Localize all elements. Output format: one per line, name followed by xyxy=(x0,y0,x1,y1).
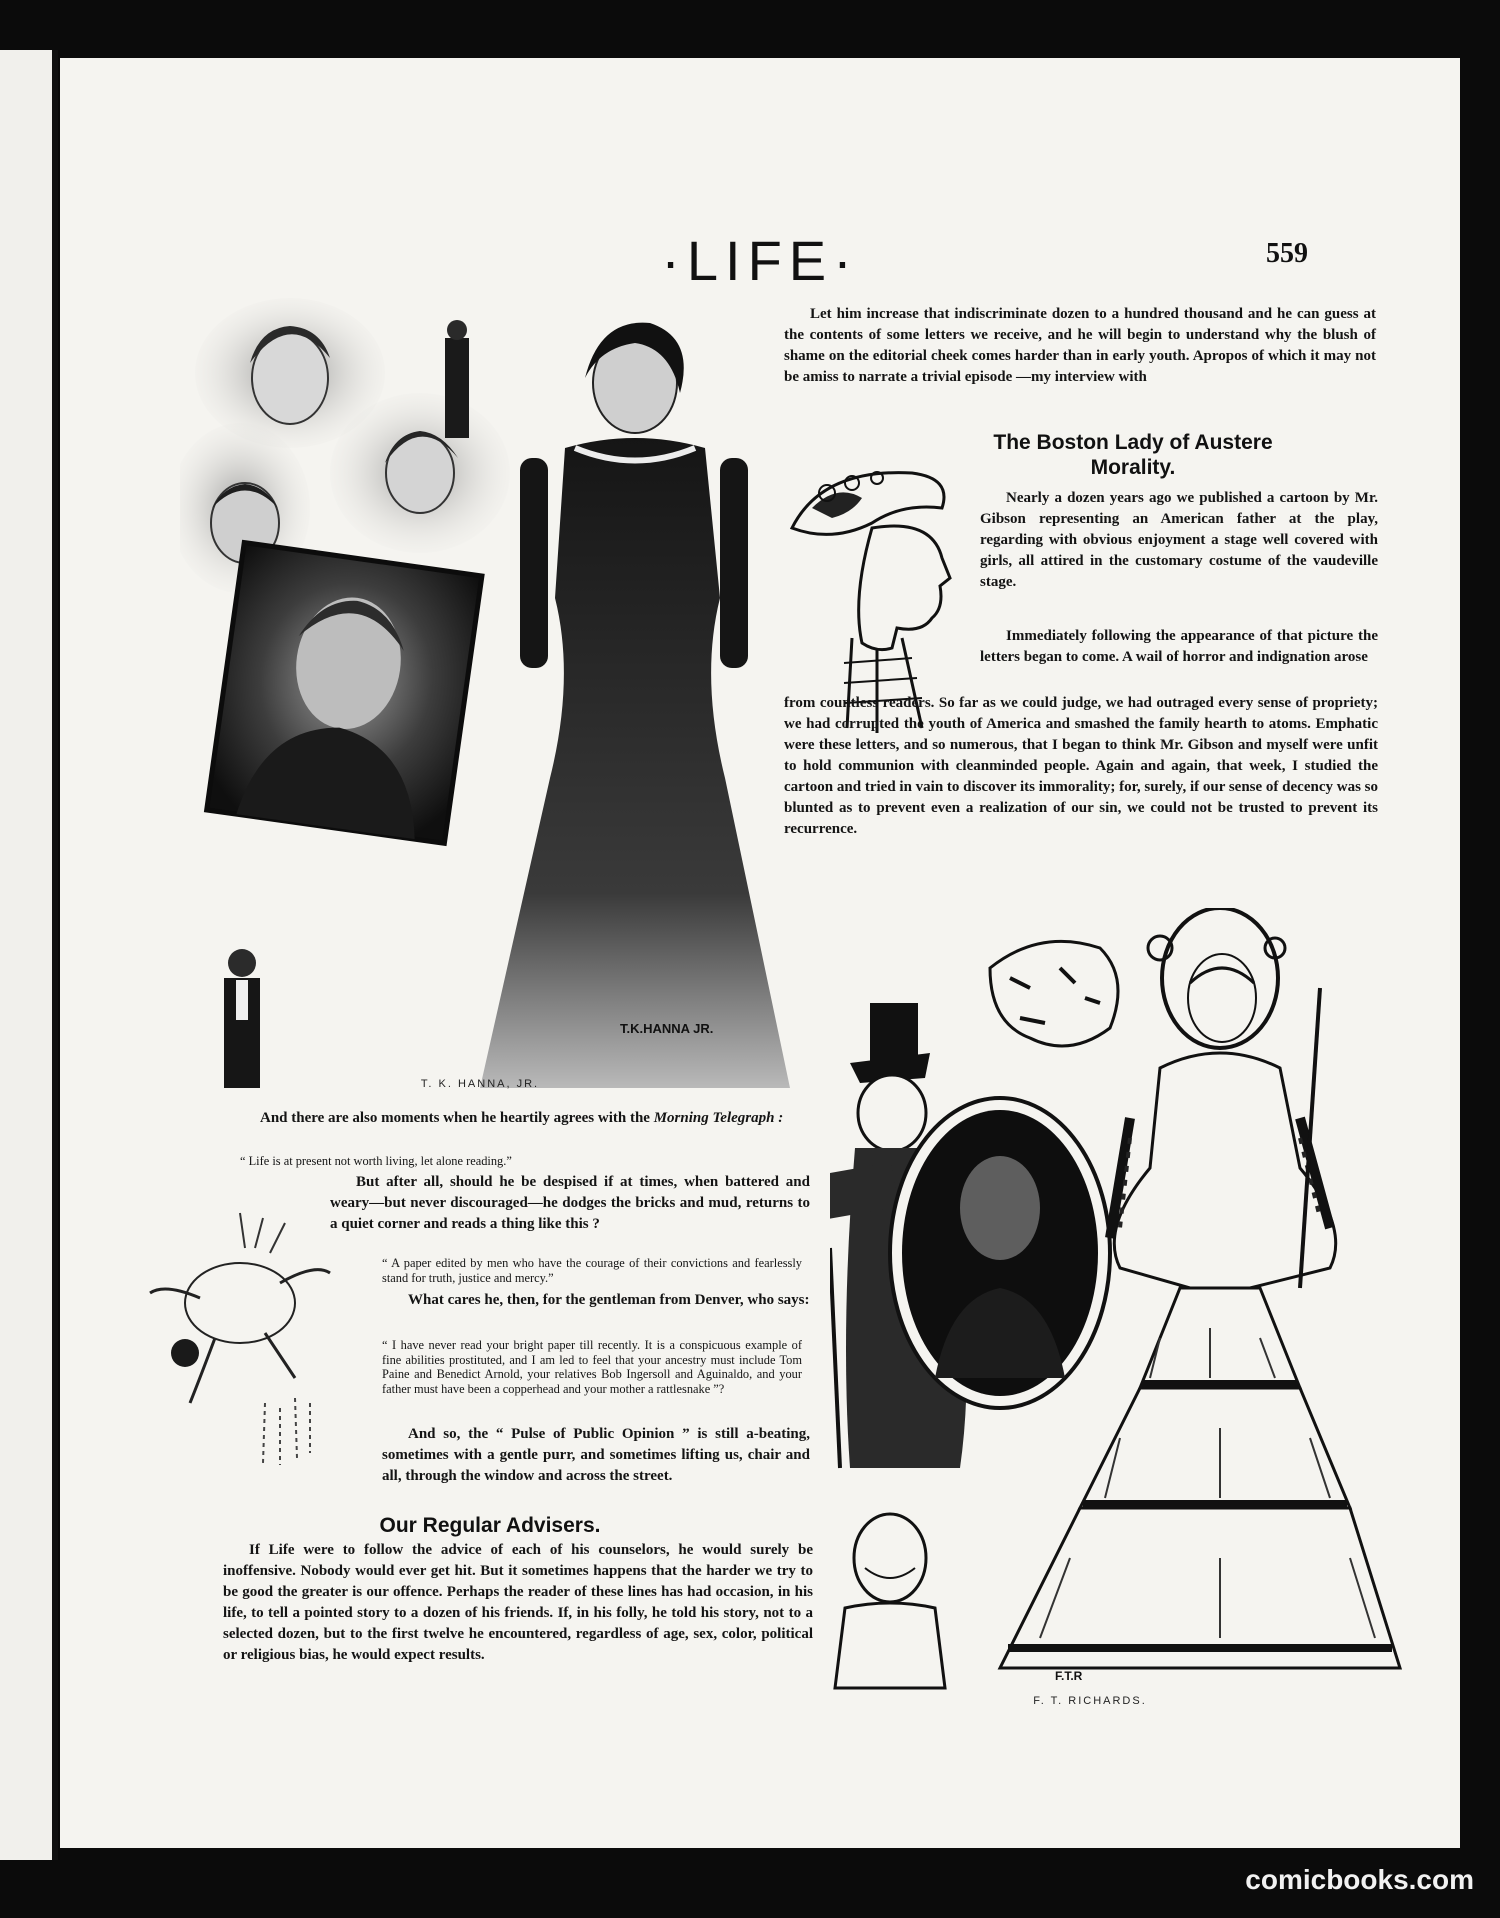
page-number: 559 xyxy=(1266,238,1308,269)
boston-paragraph-2b: from countless readers. So far as we could judge, we had outraged every sense of propriety; we had corrupted the youth of America and smashed the family hearth to atoms. Emphatic were these letters, and so numerous, that I began to think Mr. Gibson and myself were unfit to hold communion with cleanminded people. Again and again, that week, I studied the cartoon and tried in vain to discover its immorality; for, surely, if our sense of decency was so blunted as to prevent even a realization of our sin, we could not be trusted to prevent its recurrence. xyxy=(784,695,1378,837)
richards-caption: F. T. RICHARDS. xyxy=(1033,1695,1147,1707)
hanna-illustration xyxy=(180,298,810,1098)
left-lower-line1-text: And there are also moments when he heartily agrees with the xyxy=(260,1110,650,1126)
watermark-text: comicbooks.com xyxy=(1245,1864,1474,1895)
quote-not-worth-living: “ Life is at present not worth living, let alone reading.” xyxy=(240,1154,512,1168)
morning-telegraph-title: Morning Telegraph : xyxy=(653,1110,784,1126)
richards-illustration xyxy=(830,908,1410,1708)
boston-paragraph-2a: Immediately following the appearance of that picture the letters began to come. A wail of horror and indignation arose xyxy=(980,628,1378,665)
advisers-heading: Our Regular Advisers. xyxy=(379,1514,601,1537)
quote-denver: “ I have never read your bright paper till recently. It is a conspicuous example of fine abilities prostituted, and I am led to feel that your ancestry must include Tom Paine and Benedict Arnold, your relatives Bob Ingersoll and Aguinaldo, and your father must have been a copperhead and your mother a rattlesnake ”? xyxy=(382,1338,802,1396)
magazine-page xyxy=(60,58,1460,1848)
masthead-title: ·LIFE· xyxy=(661,229,859,292)
left-lower-paragraph-b: But after all, should he be despised if at times, when battered and weary—but never discouraged—he dodges the bricks and mud, returns to a quiet corner and reads a thing like this ? xyxy=(330,1174,810,1232)
hanna-caption: T. K. HANNA, JR. xyxy=(420,1078,540,1090)
advisers-paragraph: If Life were to follow the advice of each of his counselors, he would surely be inoffensive. Nobody would ever get hit. But it sometimes happens that the harder we try to be good the greater is our offence. Perhaps the reader of these lines has had occasion, in his life, to tell a pointed story to a dozen of his friends. If, in his folly, he told his story, not to a selected dozen, but to the first twelve he encountered, regardless of age, sex, color, political or religious bias, he would expect results. xyxy=(223,1542,813,1663)
boston-paragraph-1: Nearly a dozen years ago we published a cartoon by Mr. Gibson representing an American father at the play, regarding with obvious enjoyment a stage well covered with girls, all attired in the customary costume of the vaudeville stage. xyxy=(980,490,1378,590)
left-lower-line1 xyxy=(234,1108,810,1129)
right-intro-paragraph: Let him increase that indiscriminate dozen to a hundred thousand and he can guess at the contents of some letters we receive, and he will begin to understand why the blush of shame on the editorial cheek comes harder than in early youth. Apropos of which it may not be amiss to narrate a trivial episode —my interview with xyxy=(784,306,1376,385)
left-lower-paragraph-d: And so, the “ Pulse of Public Opinion ” is still a-beating, sometimes with a gentle purr, and sometimes lifting us, chair and all, through the window and across the street. xyxy=(382,1426,810,1484)
boston-heading: The Boston Lady of Austere Morality. xyxy=(993,431,1273,479)
quote-courage: “ A paper edited by men who have the courage of their convictions and fearlessly stand for truth, justice and mercy.” xyxy=(382,1256,802,1285)
hanna-signature: T.K.HANNA JR. xyxy=(620,1021,714,1036)
richards-signature: F.T.R xyxy=(1055,1669,1083,1683)
left-lower-paragraph-c: What cares he, then, for the gentleman from Denver, who says: xyxy=(408,1292,810,1308)
previous-page-edge xyxy=(0,50,58,1860)
falling-figure-sketch xyxy=(145,1203,345,1473)
